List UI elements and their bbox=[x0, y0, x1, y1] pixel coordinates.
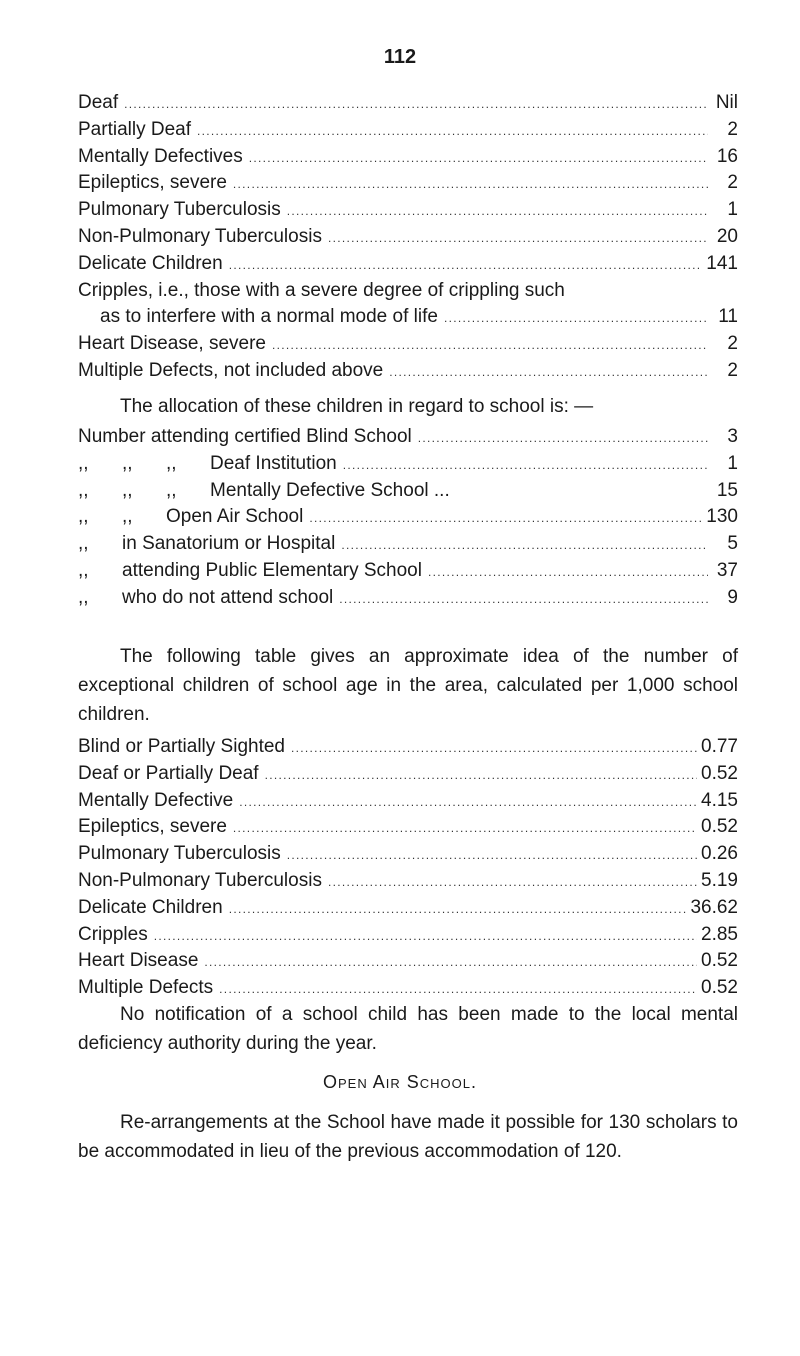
list-item: Epileptics, severe ..... 2 bbox=[78, 170, 738, 197]
list-item: Heart Disease ..... 0.52 bbox=[78, 948, 738, 975]
list-item: Epileptics, severe ..... 0.52 bbox=[78, 814, 738, 841]
list-item-firstline: Cripples, i.e., those with a severe degree of crippling such bbox=[78, 279, 565, 301]
list-item: Delicate Children ..... 36.62 bbox=[78, 895, 738, 922]
list-item: Cripples ..... 2.85 bbox=[78, 922, 738, 949]
defects-list bbox=[78, 90, 738, 385]
list-item: Number attending certified Blind School ..... 3 bbox=[78, 424, 738, 451]
list-item: Blind or Partially Sighted ..... 0.77 bbox=[78, 734, 738, 761]
ditto-mark: ,, bbox=[166, 479, 177, 501]
allocation-list bbox=[78, 424, 738, 612]
list-item: Mentally Defective ..... 4.15 bbox=[78, 788, 738, 815]
list-item: Multiple Defects ..... 0.52 bbox=[78, 975, 738, 1002]
page-number: 112 bbox=[383, 46, 417, 68]
open-air-paragraph: Re-arrangements at the School have made it possible for 130 scholars to be accommodated in lieu of the previous accommodation of 120. bbox=[78, 1112, 738, 1162]
list-item: ,, who do not attend school ..... 9 bbox=[78, 585, 738, 612]
ditto-mark: ,, bbox=[78, 586, 89, 608]
list-item: Heart Disease, severe ..... 2 bbox=[78, 331, 738, 358]
ditto-mark: ,, bbox=[78, 506, 89, 528]
list-item: Multiple Defects, not included above ..... 2 bbox=[78, 358, 738, 385]
ditto-mark: ,, bbox=[78, 452, 89, 474]
ditto-mark: ,, bbox=[78, 559, 89, 581]
list-item: ,, in Sanatorium or Hospital ..... 5 bbox=[78, 531, 738, 558]
list-item: Deaf ..... Nil bbox=[78, 90, 738, 117]
open-air-heading: Open Air School. bbox=[323, 1072, 477, 1092]
rates-list bbox=[78, 734, 738, 1002]
list-item: as to interfere with a normal mode of life ..... 11 bbox=[78, 304, 738, 331]
notification-paragraph: No notification of a school child has been made to the local mental deficiency authority during the year. bbox=[78, 1004, 738, 1054]
ditto-mark: ,, bbox=[122, 479, 133, 501]
ditto-mark: ,, bbox=[122, 452, 133, 474]
list-item: Delicate Children ..... 141 bbox=[78, 251, 738, 278]
ditto-mark: ,, bbox=[78, 479, 89, 501]
list-item: Pulmonary Tuberculosis ..... 1 bbox=[78, 197, 738, 224]
list-item: ,, attending Public Elementary School ..... 37 bbox=[78, 558, 738, 585]
list-item: Pulmonary Tuberculosis ..... 0.26 bbox=[78, 841, 738, 868]
list-item: ,, ,, ,, Deaf Institution ..... 1 bbox=[78, 451, 738, 478]
list-item: Mentally Defectives ..... 16 bbox=[78, 144, 738, 171]
allocation-intro: The allocation of these children in regard to school is: — bbox=[120, 396, 594, 417]
ditto-mark: ,, bbox=[122, 506, 133, 528]
table-intro: The following table gives an approximate idea of the number of exceptional children of school age in the area, calculated per 1,000 school children. bbox=[78, 646, 738, 725]
list-item: Deaf or Partially Deaf ..... 0.52 bbox=[78, 761, 738, 788]
list-item: ,, ,, Open Air School ..... 130 bbox=[78, 504, 738, 531]
ditto-mark: ,, bbox=[78, 533, 89, 555]
list-item: Partially Deaf ..... 2 bbox=[78, 117, 738, 144]
list-item: Non-Pulmonary Tuberculosis ..... 20 bbox=[78, 224, 738, 251]
list-item: Non-Pulmonary Tuberculosis ..... 5.19 bbox=[78, 868, 738, 895]
list-item: ,, ,, ,, Mentally Defective School ... 15 bbox=[78, 478, 738, 505]
ditto-mark: ,, bbox=[166, 452, 177, 474]
